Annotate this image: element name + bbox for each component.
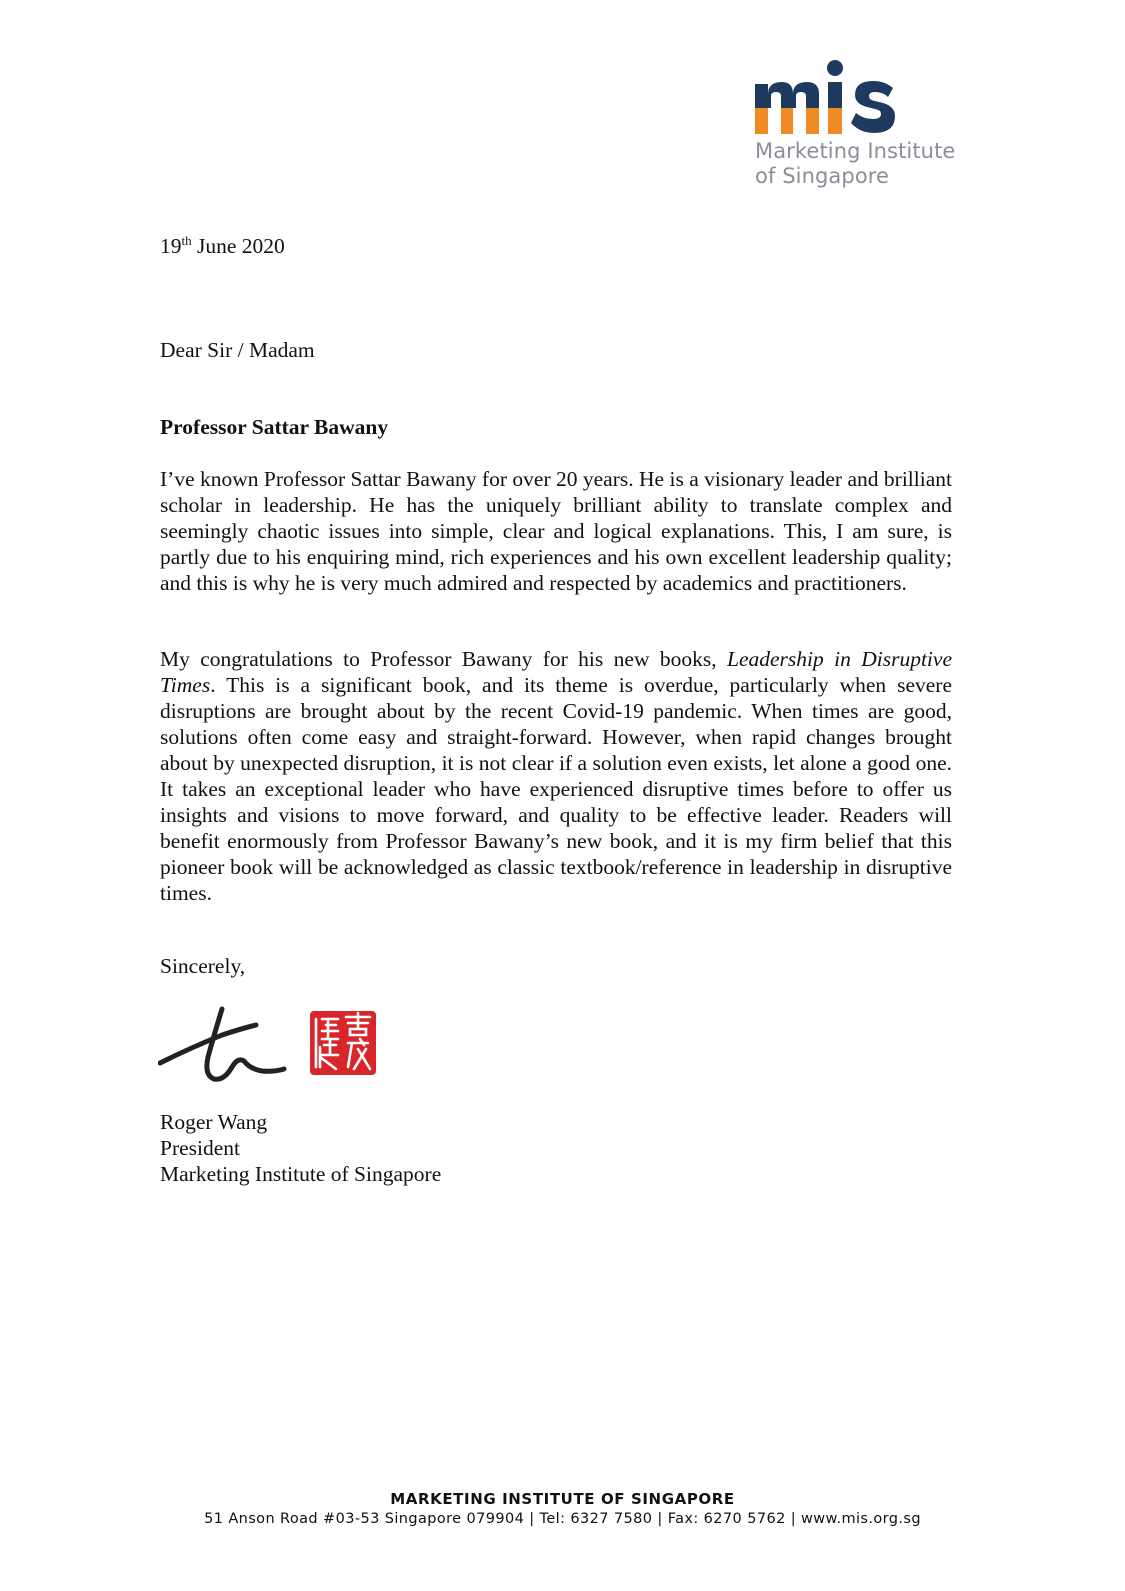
salutation: Dear Sir / Madam (160, 338, 315, 362)
book-title: Leadership in Disruptive Times (160, 647, 952, 697)
letter-date (160, 233, 285, 259)
logo-subtitle (755, 139, 955, 189)
body-paragraph-2 (160, 646, 952, 906)
body-paragraph-1: I’ve known Professor Sattar Bawany for over 20 years. He is a visionary leader and brilliant scholar in leadership. He has the uniquely brilliant ability to translate complex and seemingly chaotic issues into simple, clear and logical explanations. This, I am sure, is partly due to his enquiring mind, rich experiences and his own excellent leadership quality; and this is why he is very much admired and respected by academics and practitioners. (160, 467, 952, 595)
date-day: 19 (160, 234, 182, 258)
handwritten-signature (158, 1005, 288, 1089)
subject-heading: Professor Sattar Bawany (160, 415, 389, 439)
closing: Sincerely, (160, 954, 246, 978)
red-seal-stamp (308, 1009, 378, 1077)
signer-block (160, 1109, 441, 1187)
signer-organization: Marketing Institute of Singapore (160, 1162, 442, 1186)
letterhead-footer (0, 1489, 1125, 1529)
logo-subtitle-line1: Marketing Institute (755, 139, 956, 163)
paragraph2-intro: My congratulations to Professor Bawany for his new books, (160, 647, 727, 671)
date-month-year: June 2020 (191, 234, 285, 258)
footer-title: MARKETING INSTITUTE OF SINGAPORE (390, 1490, 735, 1508)
date-suffix: th (181, 232, 192, 248)
signer-title: President (160, 1136, 241, 1160)
mis-logo (755, 58, 955, 198)
paragraph2-rest: . This is a significant book, and its theme is overdue, particularly when severe disruptions are brought about by the recent Covid-19 pandemic. When times are good, solutions often come easy and straight-forward. However, when rapid changes brought about by unexpected disruption, it is not clear if a solution even exists, let alone a good one. It takes an exceptional leader who have experienced disruptive times before to offer us insights and visions to move forward, and quality to be effective leader. Readers will benefit enormously from Professor Bawany’s new book, and it is my firm belief that this pioneer book will be acknowledged as classic textbook/reference in leadership in disruptive times. (160, 673, 952, 905)
logo-subtitle-line2: of Singapore (755, 164, 890, 188)
mis-wordmark-logo (755, 58, 915, 138)
footer-contact-line: 51 Anson Road #03-53 Singapore 079904 | Tel: 6327 7580 | Fax: 6270 5762 | www.mis.org.sg (204, 1511, 921, 1527)
signer-name: Roger Wang (160, 1110, 268, 1134)
